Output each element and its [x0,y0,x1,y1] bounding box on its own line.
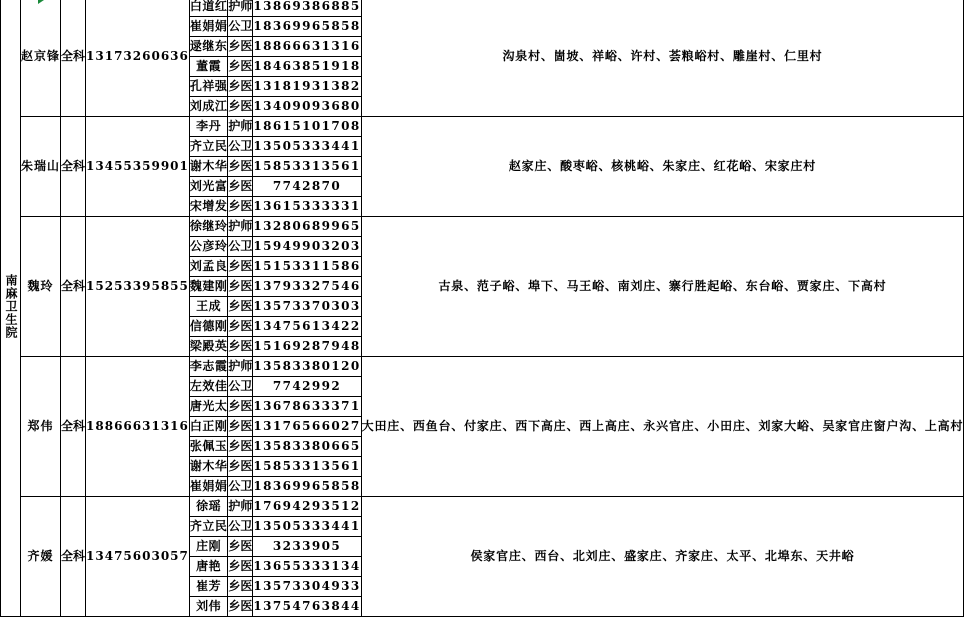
member-row [1,217,964,237]
member-row [1,117,964,137]
member-name: 李志霞 [189,357,228,377]
member-role: 乡医 [228,97,253,117]
service-villages-text: 赵家庄、酸枣峪、核桃峪、朱家庄、红花峪、宋家庄村 [508,159,817,173]
team-doctor-specialty: 全科 [61,357,86,497]
member-role: 公卫 [228,477,253,497]
member-row [1,357,964,377]
team-doctor-name: 朱瑞山 [21,117,61,217]
member-phone: 13573304933 [253,577,361,597]
member-phone: 13181931382 [253,77,361,97]
service-villages-text: 沟泉村、崮坡、祥峪、许村、荟粮峪村、雕崖村、仁里村 [502,49,823,63]
member-phone: 13655333134 [253,557,361,577]
member-role: 公卫 [228,517,253,537]
member-role: 公卫 [228,237,253,257]
member-name: 公彦玲 [189,237,228,257]
service-villages-text: 古泉、范子峪、埠下、马王峪、南刘庄、寨行胜起峪、东台峪、贾家庄、下高村 [438,279,887,293]
team-doctor-phone: 13475603057 [86,497,190,617]
team-doctor-phone: 18866631316 [86,357,190,497]
member-role: 护师 [228,0,253,17]
member-role: 乡医 [228,197,253,217]
member-name: 谢木华 [189,457,228,477]
service-villages [361,357,964,497]
team-doctor-specialty: 全科 [61,0,86,117]
member-role: 乡医 [228,457,253,477]
member-name: 孔祥强 [189,77,228,97]
member-phone: 15153311586 [253,257,361,277]
member-phone: 7742992 [253,377,361,397]
member-name: 董霞 [189,57,228,77]
member-role: 护师 [228,357,253,377]
member-role: 乡医 [228,597,253,617]
member-name: 李丹 [189,117,228,137]
member-phone: 13280689965 [253,217,361,237]
member-role: 乡医 [228,397,253,417]
team-doctor-name: 齐媛 [21,497,61,617]
member-name: 梁殿英 [189,337,228,357]
member-name: 刘光富 [189,177,228,197]
member-name: 逯继东 [189,37,228,57]
member-name: 齐立民 [189,137,228,157]
member-phone: 13583380665 [253,437,361,457]
member-name: 刘成江 [189,97,228,117]
service-villages-text: 大田庄、西鱼台、付家庄、西下高庄、西上高庄、永兴官庄、小田庄、刘家大峪、吴家官庄窗户沟、上高村 [361,419,964,433]
member-name: 白道红 [189,0,228,17]
member-name: 崔芳 [189,577,228,597]
member-name: 崔娟娟 [189,17,228,37]
member-name: 魏建刚 [189,277,228,297]
member-name: 张佩玉 [189,437,228,457]
member-phone: 13754763844 [253,597,361,617]
service-villages [361,497,964,617]
member-phone: 13615333331 [253,197,361,217]
member-role: 护师 [228,497,253,517]
member-name: 信德刚 [189,317,228,337]
member-name: 左效佳 [189,377,228,397]
member-phone: 18615101708 [253,117,361,137]
team-doctor-name: 赵京锋 [21,0,61,117]
member-phone: 13678633371 [253,397,361,417]
member-role: 护师 [228,217,253,237]
member-role: 乡医 [228,37,253,57]
member-row [1,497,964,517]
member-phone: 18369965858 [253,477,361,497]
service-villages [361,217,964,357]
member-phone: 13573370303 [253,297,361,317]
team-doctor-specialty: 全科 [61,217,86,357]
team-doctor-specialty: 全科 [61,117,86,217]
team-doctor-phone: 15253395855 [86,217,190,357]
member-phone: 13475613422 [253,317,361,337]
member-name: 谢木华 [189,157,228,177]
member-phone: 13505333441 [253,137,361,157]
member-role: 乡医 [228,337,253,357]
member-name: 宋增发 [189,197,228,217]
member-role: 乡医 [228,157,253,177]
member-role: 乡医 [228,297,253,317]
member-role: 公卫 [228,377,253,397]
member-name: 徐瑶 [189,497,228,517]
team-doctor-phone: 13455359901 [86,117,190,217]
member-phone: 15949903203 [253,237,361,257]
member-phone: 13869386885 [253,0,361,17]
team-doctor-specialty: 全科 [61,497,86,617]
member-role: 公卫 [228,17,253,37]
member-role: 公卫 [228,137,253,157]
member-phone: 3233905 [253,537,361,557]
member-name: 齐立民 [189,517,228,537]
member-phone: 13409093680 [253,97,361,117]
member-role: 乡医 [228,317,253,337]
member-phone: 13793327546 [253,277,361,297]
hospital-name: 南麻卫生院 [1,0,21,617]
member-phone: 13505333441 [253,517,361,537]
member-phone: 18463851918 [253,57,361,77]
member-role: 乡医 [228,577,253,597]
member-phone: 13176566027 [253,417,361,437]
member-row [1,0,964,17]
member-role: 乡医 [228,77,253,97]
member-role: 乡医 [228,557,253,577]
member-phone: 15853313561 [253,157,361,177]
member-name: 徐继玲 [189,217,228,237]
member-role: 乡医 [228,417,253,437]
member-phone: 13583380120 [253,357,361,377]
member-name: 王成 [189,297,228,317]
member-phone: 15169287948 [253,337,361,357]
service-villages [361,117,964,217]
member-phone: 17694293512 [253,497,361,517]
member-role: 乡医 [228,277,253,297]
member-role: 乡医 [228,177,253,197]
member-name: 崔娟娟 [189,477,228,497]
member-name: 唐光太 [189,397,228,417]
member-name: 刘伟 [189,597,228,617]
member-name: 庄刚 [189,537,228,557]
service-villages-text: 侯家官庄、西台、北刘庄、盛家庄、齐家庄、太平、北埠东、天井峪 [470,549,855,563]
team-doctor-name: 郑伟 [21,357,61,497]
member-role: 乡医 [228,437,253,457]
member-phone: 7742870 [253,177,361,197]
member-phone: 15853313561 [253,457,361,477]
service-villages [361,0,964,117]
member-name: 刘孟良 [189,257,228,277]
member-role: 护师 [228,117,253,137]
member-phone: 18369965858 [253,17,361,37]
member-name: 唐艳 [189,557,228,577]
member-role: 乡医 [228,57,253,77]
member-name: 白正刚 [189,417,228,437]
member-role: 乡医 [228,537,253,557]
member-phone: 18866631316 [253,37,361,57]
member-role: 乡医 [228,257,253,277]
team-doctor-phone: 13173260636 [86,0,190,117]
team-doctor-name: 魏玲 [21,217,61,357]
roster-body [1,0,964,617]
